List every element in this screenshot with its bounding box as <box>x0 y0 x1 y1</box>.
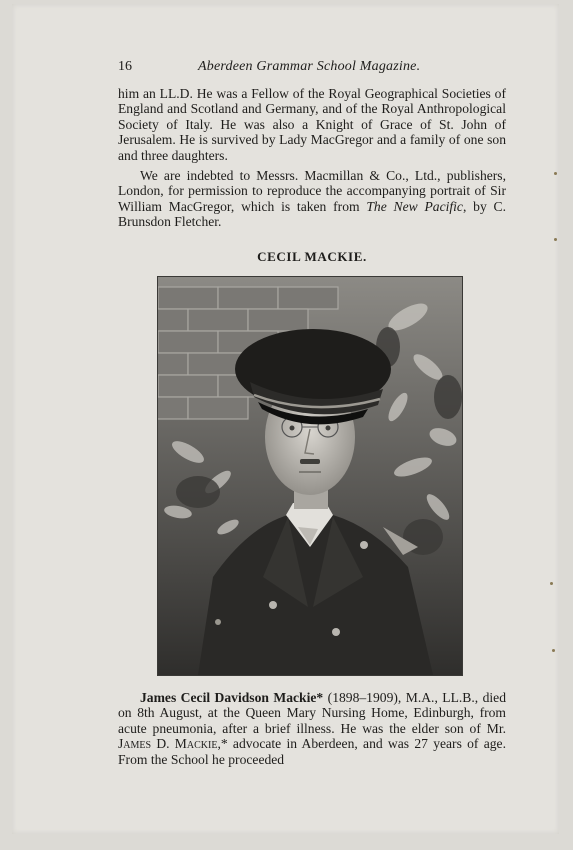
obituary-continuation <box>118 86 506 163</box>
biography-paragraph <box>118 690 506 767</box>
paper-speck <box>554 172 557 175</box>
paragraph-text: him an LL.D. He was a Fellow of the Royal Geographical Societies of England and Scotland and Germany, and of the Royal Anthropological Society of Italy. He was also a Knight of Grace of St. John of Jerusalem. He is survived by Lady MacGregor and a family of one son and three daughters. <box>118 86 506 163</box>
paragraph-text: We are indebted to Messrs. Macmillan & Co., Ltd., publishers, London, for permission to reproduce the accompanying portrait of Sir William MacGregor, which is taken from <box>118 168 506 214</box>
paragraph-text: , by C. Brunsdon Fletcher. <box>118 198 506 230</box>
book-title: The New Pacific <box>366 198 463 214</box>
page-number: 16 <box>118 59 132 74</box>
paper-speck <box>552 649 555 652</box>
paragraph-text: ,* advocate in Aberdeen, and was 27 years of age. From the School he proceeded <box>118 736 506 767</box>
acknowledgement-paragraph <box>118 168 506 230</box>
paper-speck <box>550 582 553 585</box>
section-heading: CECIL MACKIE. <box>257 249 367 264</box>
subject-name: James Cecil Davidson Mackie* <box>140 690 324 705</box>
paper-speck <box>554 238 557 241</box>
paragraph-text: (1898–1909), M.A., LL.B., died on 8th August, at the Queen Mary Nursing Home, Edinburgh, from acute pneumonia, after a brief illness. He was the elder son of Mr. <box>118 690 506 736</box>
father-name: James D. Mackie <box>118 736 218 752</box>
portrait-photo <box>157 276 463 676</box>
running-title: Aberdeen Grammar School Magazine. <box>198 59 421 74</box>
magazine-page <box>12 4 559 834</box>
